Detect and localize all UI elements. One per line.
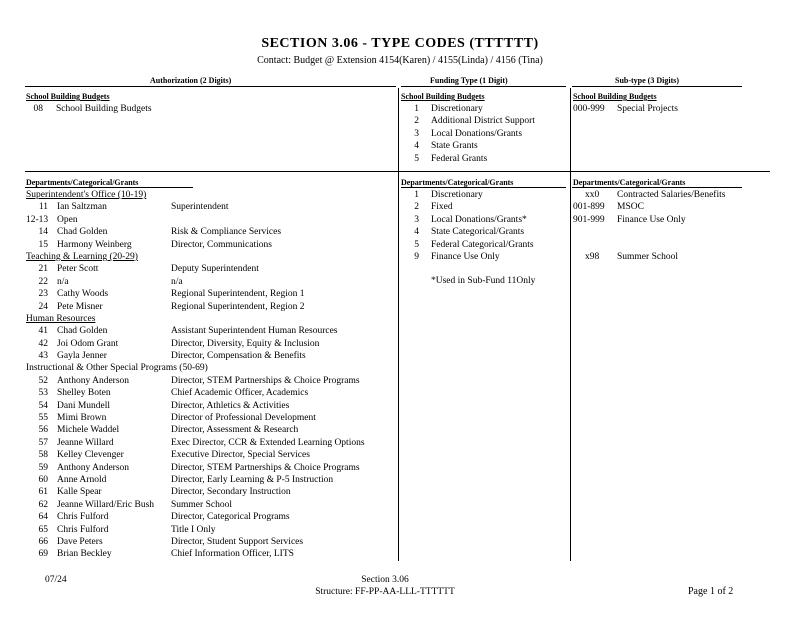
- item-code: 15: [38, 239, 48, 250]
- item-code: 3: [414, 214, 419, 225]
- item-name: Finance Use Only: [431, 251, 500, 262]
- item-code: 3: [414, 128, 419, 139]
- item-code: 14: [38, 227, 48, 238]
- list-item: [411, 128, 566, 140]
- item-name: Local Donations/Grants*: [431, 214, 527, 225]
- funding-type-header: Funding Type (1 Digit): [430, 76, 508, 85]
- person-name: Pete Misner: [57, 301, 103, 312]
- person-name: Chris Fulford: [57, 524, 109, 535]
- person-name: Jeanne Willard/Eric Bush: [57, 499, 155, 510]
- table-row: [26, 474, 396, 486]
- role-title: Director, STEM Partnerships & Choice Programs: [171, 462, 360, 473]
- item-code: 65: [38, 524, 48, 535]
- item-code: 1: [414, 104, 419, 114]
- item-code: 58: [38, 450, 48, 461]
- item-name: Summer School: [617, 251, 678, 262]
- column-divider: [398, 88, 399, 561]
- person-name: Mimi Brown: [57, 413, 107, 424]
- item-name: Federal Categorical/Grants: [431, 239, 534, 250]
- role-title: Chief Information Officer, LITS: [171, 549, 294, 560]
- item-code: 000-999: [573, 104, 605, 114]
- divider: [572, 187, 742, 188]
- authorization-dcg-list: [26, 189, 396, 561]
- item-name: School Building Budgets: [56, 104, 152, 114]
- group-heading: Superintendent's Office (10-19): [26, 190, 147, 200]
- list-item: [573, 251, 743, 263]
- footer-date: 07/24: [45, 575, 67, 585]
- role-title: Director, Communications: [171, 239, 272, 250]
- contact-line: Contact: Budget @ Extension 4154(Karen) / 4155(Linda) / 4156 (Tina): [257, 55, 543, 66]
- role-title: Director, Athletics & Activities: [171, 400, 290, 411]
- role-title: Regional Superintendent, Region 2: [171, 301, 305, 312]
- sbb-header: School Building Budgets: [573, 92, 657, 101]
- item-code: 55: [38, 413, 48, 424]
- role-title: Superintendent: [171, 202, 229, 213]
- divider: [572, 86, 742, 87]
- item-name: State Categorical/Grants: [431, 227, 525, 238]
- table-row: [26, 462, 396, 474]
- group-heading: Human Resources: [26, 313, 96, 324]
- item-code: 23: [38, 289, 48, 300]
- role-title: Summer School: [171, 499, 232, 510]
- role-title: Chief Academic Officer, Academics: [171, 388, 309, 399]
- list-item: [33, 103, 393, 115]
- list-item: [573, 201, 743, 213]
- table-row: [26, 548, 396, 560]
- table-row: [26, 536, 396, 548]
- role-title: Title I Only: [171, 524, 216, 535]
- divider: [25, 187, 193, 188]
- item-name: Discretionary: [431, 190, 483, 200]
- funding-sbb-list: [411, 103, 566, 165]
- list-item: [411, 226, 566, 238]
- role-title: Director, STEM Partnerships & Choice Programs: [171, 375, 360, 386]
- item-name: Federal Grants: [431, 153, 488, 164]
- role-title: Risk & Compliance Services: [171, 227, 282, 238]
- subtype-sbb-list: [573, 103, 743, 115]
- role-title: n/a: [171, 276, 183, 287]
- list-item: [573, 103, 743, 115]
- page-title: SECTION 3.06 - TYPE CODES (TTTTTT): [261, 36, 539, 51]
- role-title: Director, Early Learning & P-5 Instruction: [171, 474, 334, 485]
- funding-dcg-list: [411, 189, 566, 263]
- item-code: x98: [585, 251, 600, 262]
- divider: [401, 86, 566, 87]
- table-row: [26, 437, 396, 449]
- role-title: Executive Director, Special Services: [171, 450, 310, 461]
- item-code: 22: [38, 276, 48, 287]
- person-name: Joi Odom Grant: [57, 338, 119, 349]
- table-row: [26, 214, 396, 226]
- table-row: [26, 499, 396, 511]
- group-heading: Teaching & Learning (20-29): [26, 251, 138, 262]
- item-name: Fixed: [431, 202, 453, 213]
- list-item: [411, 140, 566, 152]
- item-code: 4: [414, 141, 419, 152]
- item-code: 61: [38, 487, 48, 498]
- table-row: [26, 325, 396, 337]
- table-row: [26, 400, 396, 412]
- item-code: 54: [38, 400, 48, 411]
- table-row: [26, 449, 396, 461]
- role-title: Director, Assessment & Research: [171, 425, 299, 436]
- item-code: 2: [414, 202, 419, 213]
- item-code: 5: [414, 239, 419, 250]
- item-code: 1: [414, 190, 419, 200]
- table-row: [26, 387, 396, 399]
- list-item: [411, 239, 566, 251]
- item-code: 60: [38, 474, 48, 485]
- item-code: 41: [38, 326, 48, 337]
- divider: [25, 86, 396, 87]
- role-title: Assistant Superintendent Human Resources: [171, 326, 338, 337]
- list-item: [573, 214, 743, 226]
- item-code: 57: [38, 437, 48, 448]
- list-item: [411, 214, 566, 226]
- authorization-header: Authorization (2 Digits): [150, 76, 232, 85]
- item-name: Additional District Support: [431, 116, 535, 127]
- person-name: Brian Beckley: [57, 549, 112, 560]
- person-name: Chris Fulford: [57, 512, 109, 523]
- item-code: 43: [38, 351, 48, 362]
- person-name: Gayla Jenner: [57, 351, 107, 362]
- person-name: Harmony Weinberg: [57, 239, 132, 250]
- person-name: Shelley Boten: [57, 388, 111, 399]
- list-item: [411, 201, 566, 213]
- item-code: 53: [38, 388, 48, 399]
- person-name: Chad Golden: [57, 227, 108, 238]
- authorization-sbb-list: [33, 103, 393, 115]
- footer-section: Section 3.06: [361, 575, 409, 585]
- role-title: Director, Compensation & Benefits: [171, 351, 306, 362]
- person-name: Dani Mundell: [57, 400, 111, 411]
- table-row: [26, 276, 396, 288]
- page-number: Page 1 of 2: [688, 586, 734, 597]
- item-code: 52: [38, 375, 48, 386]
- column-divider: [570, 88, 571, 561]
- table-row: [26, 338, 396, 350]
- item-code: 2: [414, 116, 419, 127]
- list-item: [411, 153, 566, 165]
- person-name: Ian Saltzman: [57, 202, 107, 213]
- person-name: Jeanne Willard: [57, 437, 114, 448]
- item-name: State Grants: [431, 141, 478, 152]
- sbb-header: School Building Budgets: [401, 92, 485, 101]
- person-name: Anthony Anderson: [57, 462, 130, 473]
- item-code: 59: [38, 462, 48, 473]
- person-name: Kelley Clevenger: [57, 450, 124, 461]
- list-item: [411, 103, 566, 115]
- role-title: Director of Professional Development: [171, 413, 316, 424]
- item-name: Local Donations/Grants: [431, 128, 523, 139]
- item-code: 42: [38, 338, 48, 349]
- item-code: 62: [38, 499, 48, 510]
- role-title: Director, Diversity, Equity & Inclusion: [171, 338, 320, 349]
- table-row: [26, 288, 396, 300]
- table-row: [26, 511, 396, 523]
- item-name: MSOC: [617, 202, 644, 213]
- table-row: [26, 239, 396, 251]
- person-name: n/a: [57, 276, 69, 287]
- item-code: 21: [38, 264, 48, 275]
- table-row: [26, 424, 396, 436]
- table-row: [26, 412, 396, 424]
- item-code: 001-899: [573, 202, 605, 213]
- item-code: 56: [38, 425, 48, 436]
- person-name: Anne Arnold: [57, 474, 107, 485]
- section-divider: [25, 171, 770, 172]
- item-name: Discretionary: [431, 104, 483, 114]
- person-name: Chad Golden: [57, 326, 108, 337]
- item-code: xx0: [585, 190, 600, 200]
- role-title: Director, Student Support Services: [171, 536, 304, 547]
- dcg-header: Departments/Categorical/Grants: [26, 178, 139, 187]
- table-row: [26, 201, 396, 213]
- spacer: [573, 226, 743, 238]
- table-row: [26, 226, 396, 238]
- group-heading: Instructional & Other Special Programs (50-69): [26, 363, 208, 374]
- person-name: Cathy Woods: [57, 289, 109, 300]
- table-row: [26, 301, 396, 313]
- role-title: Director, Secondary Instruction: [171, 487, 291, 498]
- list-item: [411, 251, 566, 263]
- role-title: Deputy Superintendent: [171, 264, 259, 275]
- sub-type-header: Sub-type (3 Digits): [615, 76, 680, 85]
- spacer: [573, 239, 743, 251]
- dcg-header: Departments/Categorical/Grants: [401, 178, 514, 187]
- item-name: Contracted Salaries/Benefits: [617, 190, 726, 200]
- table-row: [26, 263, 396, 275]
- item-code: 11: [38, 202, 48, 213]
- item-code: 4: [414, 227, 419, 238]
- person-name: Open: [57, 214, 78, 225]
- role-title: Regional Superintendent, Region 1: [171, 289, 305, 300]
- role-title: Exec Director, CCR & Extended Learning Options: [171, 437, 365, 448]
- subtype-dcg-list: [573, 189, 743, 263]
- divider: [401, 187, 566, 188]
- item-name: Finance Use Only: [617, 214, 686, 225]
- item-code: 24: [38, 301, 48, 312]
- item-name: Special Projects: [617, 104, 678, 114]
- table-row: [26, 350, 396, 362]
- dcg-header: Departments/Categorical/Grants: [573, 178, 686, 187]
- list-item: [411, 115, 566, 127]
- table-row: [26, 375, 396, 387]
- item-code: 66: [38, 536, 48, 547]
- item-code: 901-999: [573, 214, 605, 225]
- item-code: 9: [414, 251, 419, 262]
- list-item: [573, 189, 743, 201]
- table-row: [26, 524, 396, 536]
- list-item: [411, 189, 566, 201]
- item-code: 08: [33, 104, 43, 114]
- item-code: 64: [38, 512, 48, 523]
- person-name: Dave Peters: [57, 536, 103, 547]
- item-code: 12-13: [26, 214, 49, 225]
- footer-structure: Structure: FF-PP-AA-LLL-TTTTTT: [315, 587, 455, 597]
- person-name: Kalle Spear: [57, 487, 102, 498]
- sbb-header: School Building Budgets: [26, 92, 110, 101]
- person-name: Michele Waddel: [57, 425, 120, 436]
- person-name: Peter Scott: [57, 264, 99, 275]
- funding-note: *Used in Sub-Fund 11Only: [431, 276, 536, 286]
- person-name: Anthony Anderson: [57, 375, 130, 386]
- role-title: Director, Categorical Programs: [171, 512, 290, 523]
- item-code: 69: [38, 549, 48, 560]
- table-row: [26, 486, 396, 498]
- item-code: 5: [414, 153, 419, 164]
